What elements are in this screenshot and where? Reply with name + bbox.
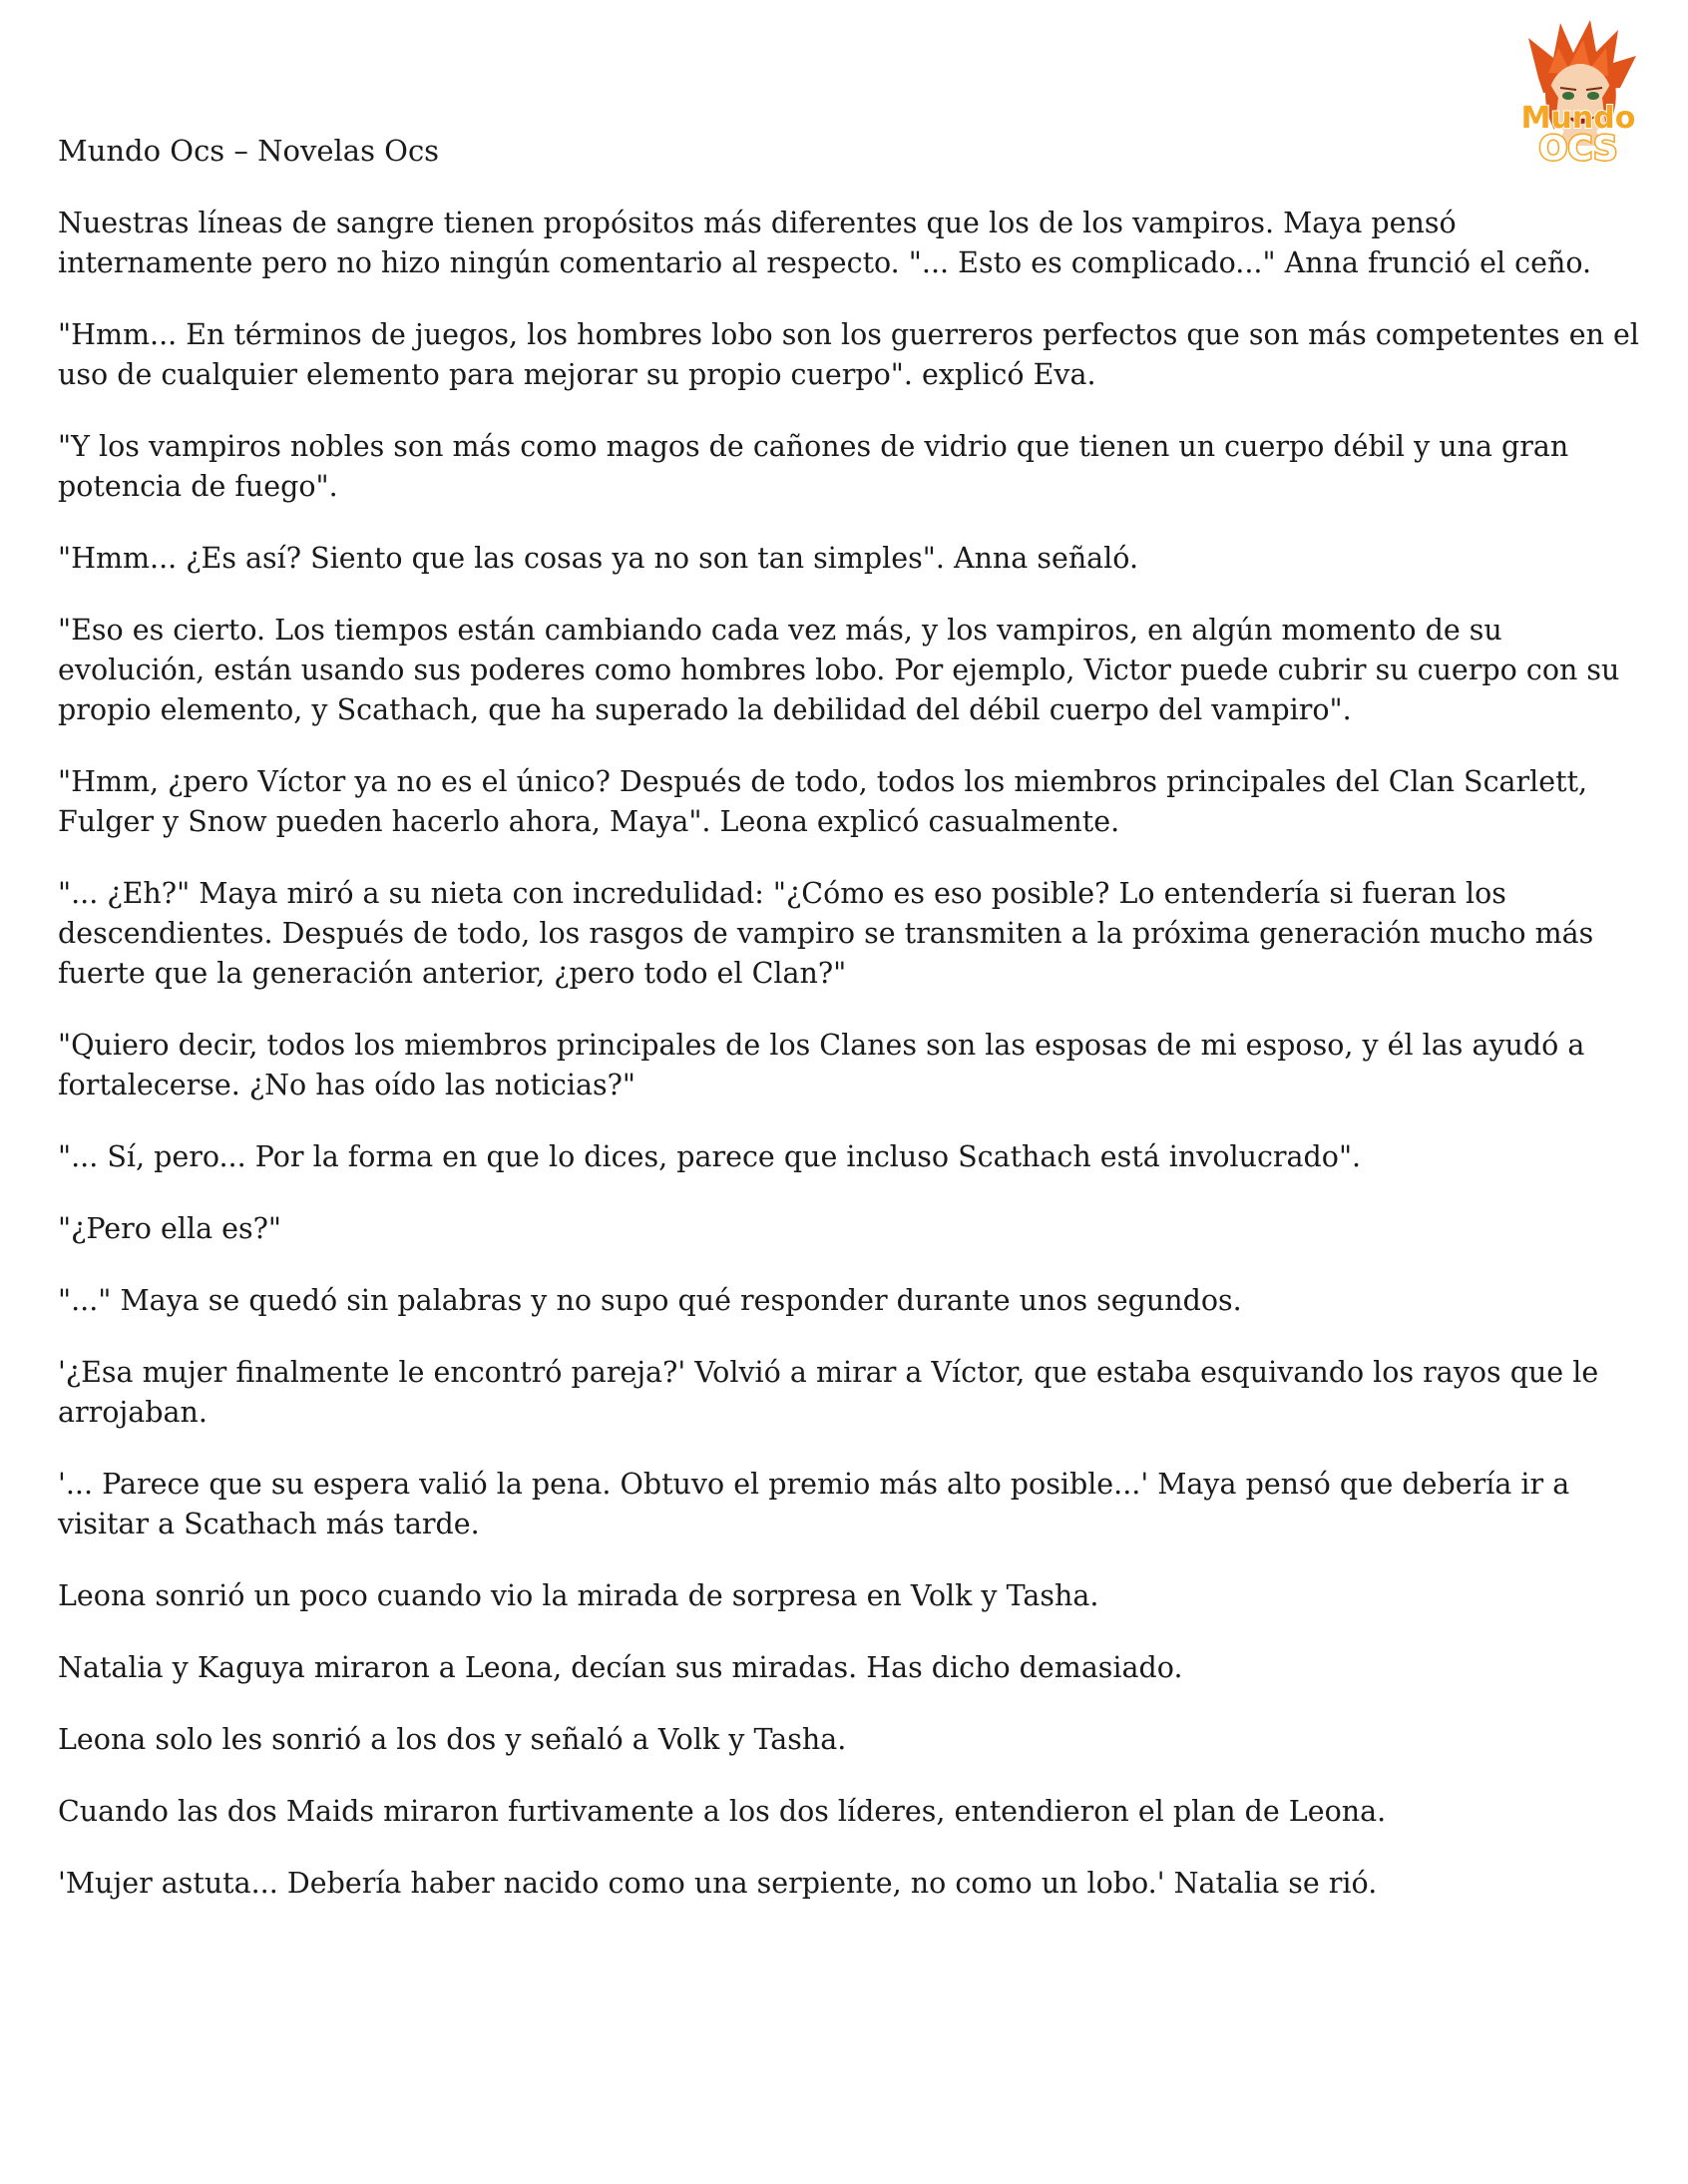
document-body <box>58 204 1644 1936</box>
paragraph: Natalia y Kaguya miraron a Leona, decían sus miradas. Has dicho demasiado. <box>58 1651 1183 1684</box>
paragraph: Nuestras líneas de sangre tienen propósitos más diferentes que los de los vampiros. Maya pensó internamente pero no hizo ningún comentario al respecto. "... Esto es complicado..." Anna frunció el ceño. <box>58 207 1592 279</box>
mundo-ocs-logo <box>1498 18 1658 178</box>
paragraph: "Quiero decir, todos los miembros principales de los Clanes son las esposas de mi esposo, y él las ayudó a fortalecerse. ¿No has oído las noticias?" <box>58 1029 1585 1101</box>
paragraph: "¿Pero ella es?" <box>58 1212 282 1245</box>
paragraph: 'Mujer astuta... Debería haber nacido como una serpiente, no como un lobo.' Natalia se rió. <box>58 1867 1378 1900</box>
paragraph: "... Sí, pero... Por la forma en que lo dices, parece que incluso Scathach está involucrado". <box>58 1140 1362 1173</box>
paragraph: "..." Maya se quedó sin palabras y no supo qué responder durante unos segundos. <box>58 1284 1242 1317</box>
logo-text-ocs: OCS <box>1538 129 1618 169</box>
page-header: Mundo Ocs – Novelas Ocs <box>58 134 440 168</box>
paragraph: Cuando las dos Maids miraron furtivamente a los dos líderes, entendieron el plan de Leona. <box>58 1795 1387 1828</box>
logo-text-mundo: Mundo <box>1520 101 1636 136</box>
paragraph: "Hmm... ¿Es así? Siento que las cosas ya no son tan simples". Anna señaló. <box>58 542 1138 575</box>
paragraph: "Hmm... En términos de juegos, los hombres lobo son los guerreros perfectos que son más competentes en el uso de cualquier elemento para mejorar su propio cuerpo". explicó Eva. <box>58 318 1640 391</box>
paragraph: Leona solo les sonrió a los dos y señaló a Volk y Tasha. <box>58 1723 847 1756</box>
paragraph: "Y los vampiros nobles son más como magos de cañones de vidrio que tienen un cuerpo débil y una gran potencia de fuego". <box>58 430 1569 503</box>
paragraph: '¿Esa mujer finalmente le encontró pareja?' Volvió a mirar a Víctor, que estaba esquivando los rayos que le arrojaban. <box>58 1356 1599 1429</box>
paragraph: '... Parece que su espera valió la pena. Obtuvo el premio más alto posible...' Maya pensó que debería ir a visitar a Scathach más tarde. <box>58 1468 1570 1540</box>
paragraph: "Hmm, ¿pero Víctor ya no es el único? Después de todo, todos los miembros principales del Clan Scarlett, Fulger y Snow pueden hacerlo ahora, Maya". Leona explicó casualmente. <box>58 765 1588 838</box>
paragraph: "Eso es cierto. Los tiempos están cambiando cada vez más, y los vampiros, en algún momento de su evolución, están usando sus poderes como hombres lobo. Por ejemplo, Victor puede cubrir su cuerpo con su propio elemento, y Scathach, que ha superado la debilidad del débil cuerpo del vampiro". <box>58 614 1620 726</box>
paragraph: "... ¿Eh?" Maya miró a su nieta con incredulidad: "¿Cómo es eso posible? Lo entendería si fueran los descendientes. Después de todo, los rasgos de vampiro se transmiten a la próxima generación mucho más fuerte que la generación anterior, ¿pero todo el Clan?" <box>58 877 1594 990</box>
paragraph: Leona sonrió un poco cuando vio la mirada de sorpresa en Volk y Tasha. <box>58 1579 1099 1612</box>
